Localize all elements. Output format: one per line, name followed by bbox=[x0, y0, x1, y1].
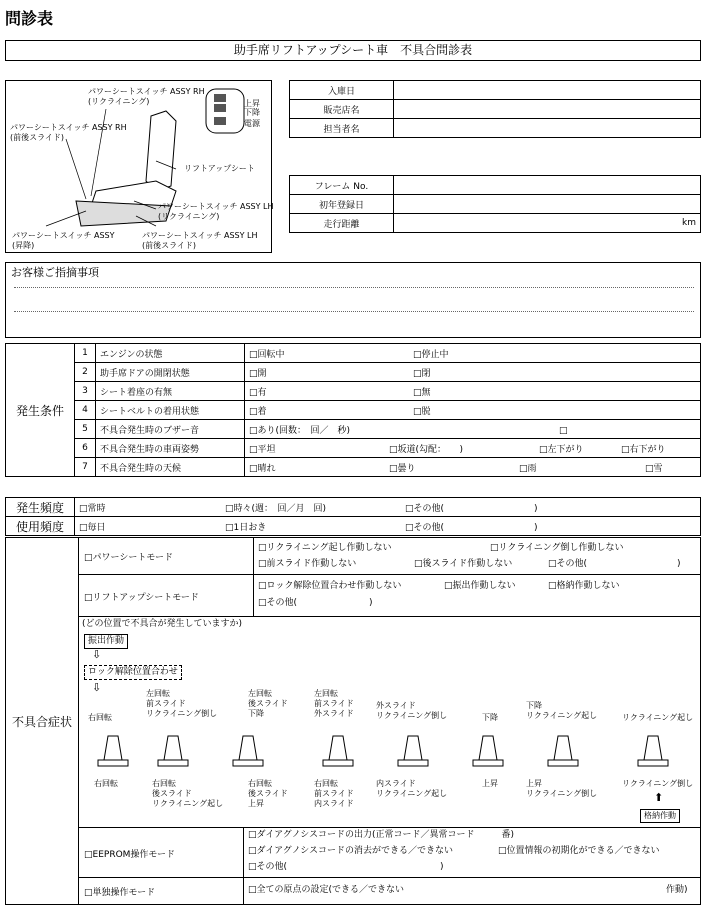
cond-opt[interactable]: □ 開 bbox=[249, 366, 413, 379]
top-step: 外スライド リクライニング倒し bbox=[376, 701, 448, 720]
cond-item: 不具合発生時の車両姿勢 bbox=[96, 439, 245, 458]
cond-num: 2 bbox=[75, 363, 96, 382]
cond-opt[interactable]: □ 曇り bbox=[389, 461, 519, 474]
cond-num: 6 bbox=[75, 439, 96, 458]
cond-num: 5 bbox=[75, 420, 96, 439]
bottom-step: 上昇 bbox=[482, 779, 498, 788]
bottom-step: 右回転 前スライド 内スライド bbox=[314, 779, 354, 808]
form-title: 助手席リフトアップシート車 不具合問診表 bbox=[5, 40, 701, 61]
sequence-area bbox=[78, 616, 700, 828]
top-step: 左回転 前スライド 外スライド bbox=[314, 689, 354, 718]
bottom-step: 右回転 後スライド 上昇 bbox=[248, 779, 288, 808]
frequency-table bbox=[5, 497, 701, 536]
diagram-label-rh-recline: パワーシートスイッチ ASSY RH (リクライニング) bbox=[88, 87, 205, 106]
freq-opt[interactable]: □ 時々(週： 回／月 回) bbox=[225, 501, 405, 514]
top-step: 下降 bbox=[482, 713, 498, 722]
top-step: 下降 リクライニング起し bbox=[526, 701, 598, 720]
cond-num: 3 bbox=[75, 382, 96, 401]
cond-opt[interactable] bbox=[559, 426, 568, 436]
up-arrow-icon: ⬆ bbox=[654, 791, 664, 804]
info-field[interactable] bbox=[394, 195, 701, 214]
eeprom-checkbox[interactable]: □ EEPROM操作モード bbox=[84, 847, 175, 860]
frequency-label: 発生頻度 bbox=[6, 498, 75, 517]
seat-diagram bbox=[5, 80, 272, 253]
info-label: 初年登録日 bbox=[290, 195, 394, 214]
cond-item: エンジンの状態 bbox=[96, 344, 245, 363]
switch-label-down: 下降 bbox=[244, 108, 260, 117]
power-opt[interactable]: □ その他( ) bbox=[548, 559, 681, 570]
cond-opt[interactable]: □ 雪 bbox=[645, 464, 663, 474]
info-label: 走行距離 bbox=[290, 214, 394, 233]
page-title: 問診表 bbox=[5, 9, 54, 28]
cond-opt[interactable]: □ 有 bbox=[249, 385, 413, 398]
conditions-table bbox=[5, 343, 701, 477]
power-opt[interactable]: □ リクライニング起し作動しない bbox=[258, 543, 392, 554]
info-field[interactable] bbox=[394, 176, 701, 195]
symptoms-label: 不具合症状 bbox=[6, 538, 79, 904]
swing-out-box: 振出作動 bbox=[84, 634, 128, 649]
lift-mode-checkbox[interactable]: □ リフトアップシートモード bbox=[84, 590, 199, 603]
cond-opt[interactable]: □ 閉 bbox=[413, 369, 431, 379]
eeprom-opt[interactable]: □ その他( ) bbox=[248, 862, 444, 873]
info-table-2 bbox=[289, 175, 701, 233]
bottom-step: 右回転 後スライド リクライニング起し bbox=[152, 779, 224, 808]
usage-opt[interactable]: □ 毎日 bbox=[79, 520, 225, 533]
lock-release-box: ロック解除位置合わせ bbox=[84, 665, 182, 680]
lift-opt[interactable]: □ その他( ) bbox=[258, 598, 373, 609]
eeprom-opt[interactable]: □ 位置情報の初期化ができる／できない bbox=[498, 846, 660, 857]
diagram-label-lh-recline: パワーシートスイッチ ASSY LH (リクライニング) bbox=[158, 202, 274, 221]
diagram-label-liftup: リフトアップシート bbox=[184, 164, 255, 173]
info-field[interactable] bbox=[394, 81, 701, 100]
seat-sequence-icons bbox=[78, 726, 700, 776]
down-arrow-icon: ⇩ bbox=[92, 681, 102, 694]
single-op-checkbox[interactable]: □ 単独操作モード bbox=[84, 885, 155, 898]
mileage-field[interactable]: km bbox=[394, 214, 701, 233]
usage-opt[interactable]: □ その他( ) bbox=[405, 523, 538, 533]
power-opt[interactable]: □ 前スライド作動しない bbox=[258, 559, 356, 570]
cond-item: シート着座の有無 bbox=[96, 382, 245, 401]
top-step: 右回転 bbox=[88, 713, 112, 722]
down-arrow-icon: ⇩ bbox=[92, 648, 102, 661]
cond-opt[interactable]: □ 平坦 bbox=[249, 442, 389, 455]
usage-label: 使用頻度 bbox=[6, 517, 75, 536]
lift-opt[interactable]: □ 振出作動しない bbox=[444, 581, 516, 592]
top-step: 左回転 後スライド 下降 bbox=[248, 689, 288, 718]
bottom-step: 右回転 bbox=[94, 779, 118, 788]
lift-opt[interactable]: □ 格納作動しない bbox=[548, 581, 620, 592]
cond-opt[interactable]: □ 坂道(勾配： ) bbox=[389, 442, 539, 455]
conditions-label: 発生条件 bbox=[6, 344, 75, 477]
info-field[interactable] bbox=[394, 119, 701, 138]
switch-label-power: 電源 bbox=[244, 119, 260, 128]
power-opt[interactable]: □ 後スライド作動しない bbox=[414, 559, 512, 570]
bottom-step: 内スライド リクライニング起し bbox=[376, 779, 448, 798]
info-label: 入庫日 bbox=[290, 81, 394, 100]
cond-num: 7 bbox=[75, 458, 96, 477]
eeprom-opt[interactable]: □ ダイアグノシスコードの出力(正常コード／異常コード 番) bbox=[248, 830, 514, 841]
single-op-opt[interactable]: □ 全ての原点の設定(できる／できない bbox=[248, 885, 404, 896]
info-label: フレーム No. bbox=[290, 176, 394, 195]
top-step: 左回転 前スライド リクライニング倒し bbox=[146, 689, 218, 718]
cond-opt[interactable]: □ 左下がり bbox=[539, 442, 621, 455]
lift-opt[interactable]: □ ロック解除位置合わせ作動しない bbox=[258, 581, 401, 592]
switch-label-up: 上昇 bbox=[244, 99, 260, 108]
usage-opt[interactable]: □ 1日おき bbox=[225, 520, 405, 533]
bottom-step: リクライニング倒し bbox=[622, 779, 694, 788]
top-step: リクライニング起し bbox=[622, 713, 694, 722]
freq-opt[interactable]: □ その他( ) bbox=[405, 504, 538, 514]
customer-notes[interactable] bbox=[5, 262, 701, 338]
eeprom-row bbox=[78, 827, 700, 878]
cond-opt[interactable]: □ 雨 bbox=[519, 461, 645, 474]
power-mode-row bbox=[78, 538, 700, 575]
cond-item: 助手席ドアの開閉状態 bbox=[96, 363, 245, 382]
single-op-end: 作動) bbox=[666, 885, 688, 895]
cond-num: 1 bbox=[75, 344, 96, 363]
diagram-label-lift: パワーシートスイッチ ASSY (昇降) bbox=[12, 231, 115, 250]
diagram-label-rh-slide: パワーシートスイッチ ASSY RH (前後スライド) bbox=[10, 123, 127, 142]
info-label: 担当者名 bbox=[290, 119, 394, 138]
customer-notes-label: お客様ご指摘事項 bbox=[11, 266, 99, 279]
symptoms-section bbox=[5, 537, 701, 905]
cond-opt[interactable]: □ あり(回数： 回／ 秒) bbox=[249, 423, 559, 436]
eeprom-opt[interactable]: □ ダイアグノシスコードの消去ができる／できない bbox=[248, 846, 453, 857]
power-opt[interactable]: □ リクライニング倒し作動しない bbox=[490, 543, 624, 554]
lift-mode-row bbox=[78, 574, 700, 617]
position-question: (どの位置で不具合が発生していますか) bbox=[82, 619, 243, 629]
info-label: 販売店名 bbox=[290, 100, 394, 119]
cond-opt[interactable]: □ 無 bbox=[413, 388, 431, 398]
cond-item: 不具合発生時の天候 bbox=[96, 458, 245, 477]
cond-item: 不具合発生時のブザー音 bbox=[96, 420, 245, 439]
cond-opt[interactable]: □ 脱 bbox=[413, 407, 431, 417]
freq-opt[interactable]: □ 常時 bbox=[79, 501, 225, 514]
cond-opt[interactable]: □ 着 bbox=[249, 404, 413, 417]
cond-opt[interactable]: □ 晴れ bbox=[249, 461, 389, 474]
cond-num: 4 bbox=[75, 401, 96, 420]
diagram-label-lh-slide: パワーシートスイッチ ASSY LH (前後スライド) bbox=[142, 231, 258, 250]
bottom-step: 上昇 リクライニング倒し bbox=[526, 779, 598, 798]
cond-opt[interactable]: □ 右下がり bbox=[621, 445, 666, 455]
cond-opt[interactable]: □ 回転中 bbox=[249, 347, 413, 360]
single-op-row bbox=[78, 877, 700, 904]
power-mode-checkbox[interactable]: □ パワーシートモード bbox=[84, 550, 173, 563]
store-box: 格納作動 bbox=[640, 809, 680, 823]
cond-item: シートベルトの着用状態 bbox=[96, 401, 245, 420]
info-table-1 bbox=[289, 80, 701, 138]
info-field[interactable] bbox=[394, 100, 701, 119]
cond-opt[interactable]: □ 停止中 bbox=[413, 350, 449, 360]
